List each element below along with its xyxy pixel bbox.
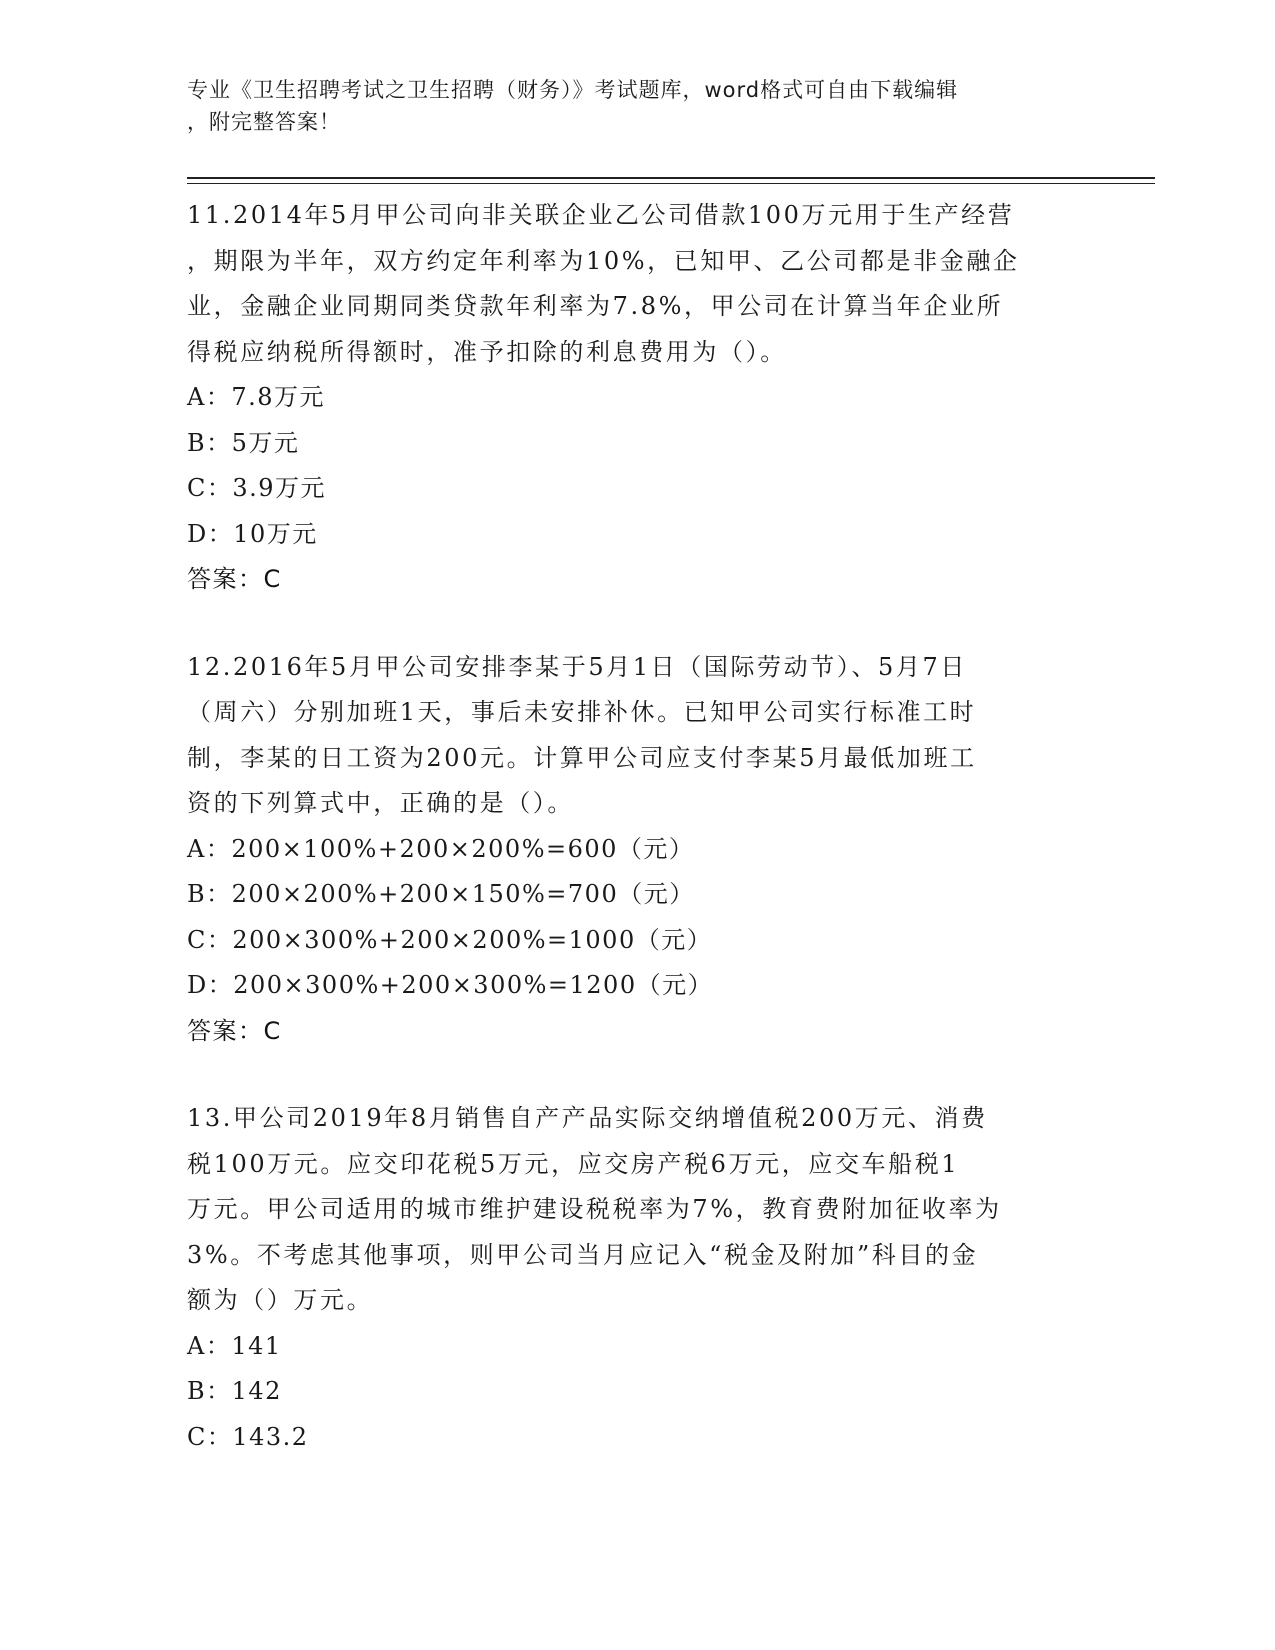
option-a: A：141 <box>187 1331 282 1360</box>
question-text-line: 11.2014年5月甲公司向非关联企业乙公司借款100万元用于生产经营 <box>187 201 1015 229</box>
question-text-line: 12.2016年5月甲公司安排李某于5月1日（国际劳动节）、5月7日 <box>187 652 967 681</box>
header-line-1: 专业《卫生招聘考试之卫生招聘（财务）》考试题库，word格式可自由下载编辑 <box>187 78 959 102</box>
option-c: C：200×300%+200×200%=1000（元） <box>187 925 713 954</box>
question-11 <box>187 193 1107 603</box>
question-text-line: 税100万元。应交印花税5万元，应交房产税6万元，应交车船税1 <box>187 1149 960 1178</box>
header-divider-thin <box>187 183 1155 184</box>
question-text-line: 万元。甲公司适用的城市维护建设税税率为7%，教育费附加征收率为 <box>187 1195 1002 1223</box>
question-text-line: ，期限为半年，双方约定年利率为10%，已知甲、乙公司都是非金融企 <box>187 246 1020 275</box>
option-c: C：3.9万元 <box>187 474 327 502</box>
answer-label: 答案：C <box>187 565 282 593</box>
header-divider-thick <box>187 177 1155 179</box>
option-d: D：200×300%+200×300%=1200（元） <box>187 971 714 999</box>
answer-label: 答案：C <box>187 1016 282 1045</box>
option-b: B：200×200%+200×150%=700（元） <box>187 880 695 908</box>
question-text-line: （周六）分别加班1天，事后未安排补休。已知甲公司实行标准工时 <box>187 698 977 726</box>
option-a: A：7.8万元 <box>187 383 325 411</box>
question-text-line: 额为（）万元。 <box>187 1286 374 1314</box>
header-line-2: ，附完整答案！ <box>187 110 341 134</box>
option-a: A：200×100%+200×200%=600（元） <box>187 834 695 863</box>
question-13 <box>187 1096 1107 1460</box>
question-text-line: 制，李某的日工资为200元。计算甲公司应支付李某5月最低加班工 <box>187 743 977 772</box>
question-text-line: 得税应纳税所得额时，准予扣除的利息费用为（）。 <box>187 337 787 366</box>
question-list <box>187 193 1107 1502</box>
option-b: B：5万元 <box>187 428 300 457</box>
option-b: B：142 <box>187 1377 282 1405</box>
option-d: D：10万元 <box>187 519 318 548</box>
document-header <box>187 74 1067 138</box>
question-text-line: 13.甲公司2019年8月销售自产产品实际交纳增值税200万元、消费 <box>187 1104 988 1132</box>
question-text-line: 业，金融企业同期同类贷款年利率为7.8%，甲公司在计算当年企业所 <box>187 292 1004 320</box>
question-12 <box>187 645 1107 1055</box>
option-c: C：143.2 <box>187 1422 309 1451</box>
question-text-line: 资的下列算式中，正确的是（）。 <box>187 789 574 817</box>
question-text-line: 3%。不考虑其他事项，则甲公司当月应记入“税金及附加”科目的金 <box>187 1240 979 1269</box>
